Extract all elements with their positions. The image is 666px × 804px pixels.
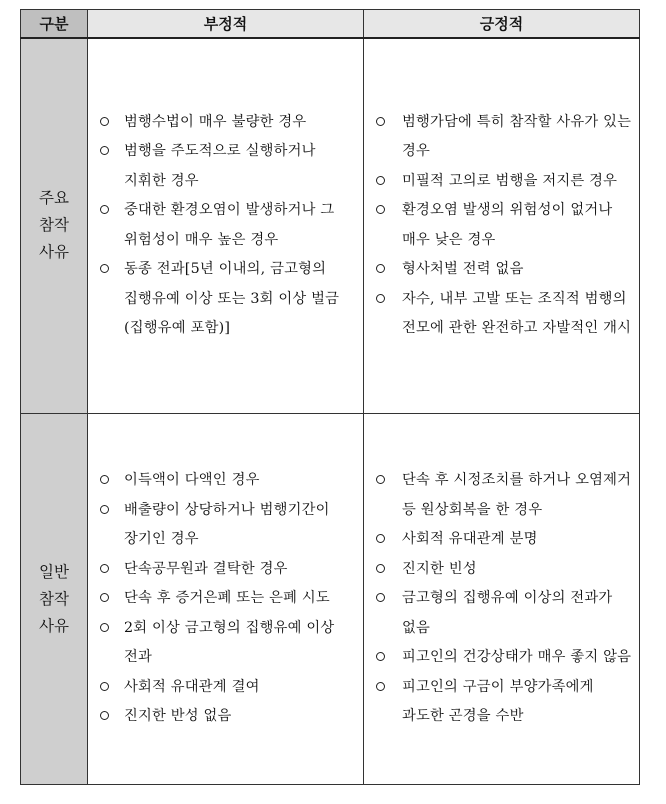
list-item: 피고인의 구금이 부양가족에게 과도한 곤경을 수반 — [372, 673, 633, 732]
header-category: 구분 — [21, 10, 88, 38]
list-item: 형사처벌 전력 없음 — [372, 255, 633, 285]
list-item: 진지한 빈성 — [372, 555, 633, 585]
circle-bullet-icon — [376, 682, 385, 691]
list-item: 진지한 반성 없음 — [96, 702, 357, 732]
header-negative: 부정적 — [88, 10, 364, 38]
category-line: 참작 — [39, 589, 69, 608]
circle-bullet-icon — [100, 264, 109, 273]
list-item: 범행가담에 특히 참작할 사유가 있는 경우 — [372, 108, 633, 167]
category-general — [21, 414, 88, 785]
circle-bullet-icon — [376, 294, 385, 303]
list-item: 사회적 유대관계 분명 — [372, 525, 633, 555]
major-positive-list — [364, 108, 639, 344]
circle-bullet-icon — [376, 534, 385, 543]
category-line: 사유 — [39, 616, 69, 635]
circle-bullet-icon — [100, 205, 109, 214]
major-negative-list — [88, 108, 363, 344]
circle-bullet-icon — [376, 652, 385, 661]
general-negative-list — [88, 466, 363, 732]
list-item: 사회적 유대관계 결여 — [96, 673, 357, 703]
general-positive-cell — [364, 414, 640, 785]
category-line: 참작 — [39, 216, 69, 235]
header-positive: 긍정적 — [364, 10, 640, 38]
category-major — [21, 38, 88, 414]
circle-bullet-icon — [100, 593, 109, 602]
circle-bullet-icon — [100, 475, 109, 484]
general-positive-list — [364, 466, 639, 732]
circle-bullet-icon — [100, 117, 109, 126]
circle-bullet-icon — [100, 711, 109, 720]
major-negative-cell — [88, 38, 364, 414]
row-general-factors — [21, 414, 640, 785]
circle-bullet-icon — [376, 564, 385, 573]
circle-bullet-icon — [100, 564, 109, 573]
circle-bullet-icon — [100, 682, 109, 691]
sentencing-factors-table — [20, 9, 640, 785]
circle-bullet-icon — [376, 176, 385, 185]
list-item: 동종 전과[5년 이내의, 금고형의 집행유예 이상 또는 3회 이상 벌금(집행유예 포함)] — [96, 255, 357, 344]
list-item: 피고인의 건강상태가 매우 좋지 않음 — [372, 643, 633, 673]
general-negative-cell — [88, 414, 364, 785]
row-major-factors — [21, 38, 640, 414]
circle-bullet-icon — [376, 264, 385, 273]
list-item: 범행수법이 매우 불량한 경우 — [96, 108, 357, 138]
circle-bullet-icon — [376, 593, 385, 602]
list-item: 환경오염 발생의 위험성이 없거나 매우 낮은 경우 — [372, 196, 633, 255]
list-item: 2회 이상 금고형의 집행유예 이상 전과 — [96, 614, 357, 673]
list-item: 이득액이 다액인 경우 — [96, 466, 357, 496]
circle-bullet-icon — [376, 117, 385, 126]
circle-bullet-icon — [100, 623, 109, 632]
category-line: 주요 — [39, 189, 69, 208]
list-item: 자수, 내부 고발 또는 조직적 범행의 전모에 관한 완전하고 자발적인 개시 — [372, 285, 633, 344]
circle-bullet-icon — [100, 505, 109, 514]
circle-bullet-icon — [376, 475, 385, 484]
list-item: 범행을 주도적으로 실행하거나 지휘한 경우 — [96, 137, 357, 196]
category-line: 일반 — [39, 562, 69, 581]
category-line: 사유 — [39, 243, 69, 262]
major-positive-cell — [364, 38, 640, 414]
list-item: 중대한 환경오염이 발생하거나 그 위험성이 매우 높은 경우 — [96, 196, 357, 255]
list-item: 배출량이 상당하거나 범행기간이 장기인 경우 — [96, 496, 357, 555]
list-item: 단속 후 시정조치를 하거나 오염제거 등 원상회복을 한 경우 — [372, 466, 633, 525]
list-item: 단속 후 증거은폐 또는 은폐 시도 — [96, 584, 357, 614]
list-item: 금고형의 집행유예 이상의 전과가 없음 — [372, 584, 633, 643]
circle-bullet-icon — [376, 205, 385, 214]
header-row — [21, 10, 640, 38]
list-item: 단속공무원과 결탁한 경우 — [96, 555, 357, 585]
list-item: 미필적 고의로 범행을 저지른 경우 — [372, 167, 633, 197]
circle-bullet-icon — [100, 146, 109, 155]
